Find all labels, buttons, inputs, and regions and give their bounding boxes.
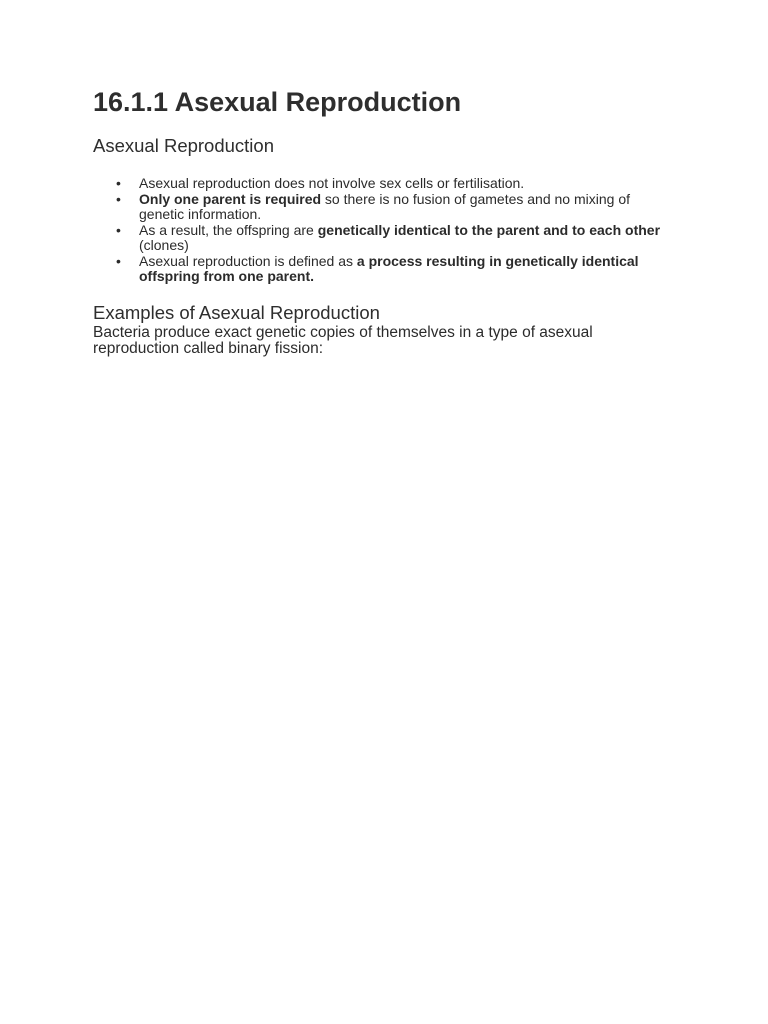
bullet-icon: • xyxy=(116,252,121,269)
section-paragraph: Bacteria produce exact genetic copies of themselves in a type of asexual reproduction called binary fission: xyxy=(93,323,593,357)
bullet-icon: • xyxy=(116,221,121,238)
document-page xyxy=(93,84,663,358)
page-title: 16.1.1 Asexual Reproduction xyxy=(93,87,462,117)
bullet-icon: • xyxy=(116,175,121,191)
bullet-text: Asexual reproduction is defined as xyxy=(139,252,357,269)
list-item xyxy=(116,190,663,223)
bullet-list xyxy=(93,176,663,285)
list-item xyxy=(116,175,663,192)
bullet-text: Asexual reproduction does not involve sex cells or fertilisation. xyxy=(139,175,525,191)
section-heading: Examples of Asexual Reproduction xyxy=(93,301,380,323)
bullet-bold-text: a process resulting in genetically identical offspring from one parent. xyxy=(139,252,639,284)
bullet-text: As a result, the offspring are xyxy=(139,221,318,238)
list-item xyxy=(116,221,663,254)
bullet-icon: • xyxy=(116,190,121,207)
bullet-text: (clones) xyxy=(139,237,189,253)
bullet-bold-text: Only one parent is required xyxy=(139,190,322,207)
page-subtitle: Asexual Reproduction xyxy=(93,135,274,156)
bullet-text: so there is no fusion of gametes and no mixing of genetic information. xyxy=(139,190,631,222)
list-item xyxy=(116,252,663,285)
bullet-bold-text: genetically identical to the parent and to each other xyxy=(317,221,661,238)
